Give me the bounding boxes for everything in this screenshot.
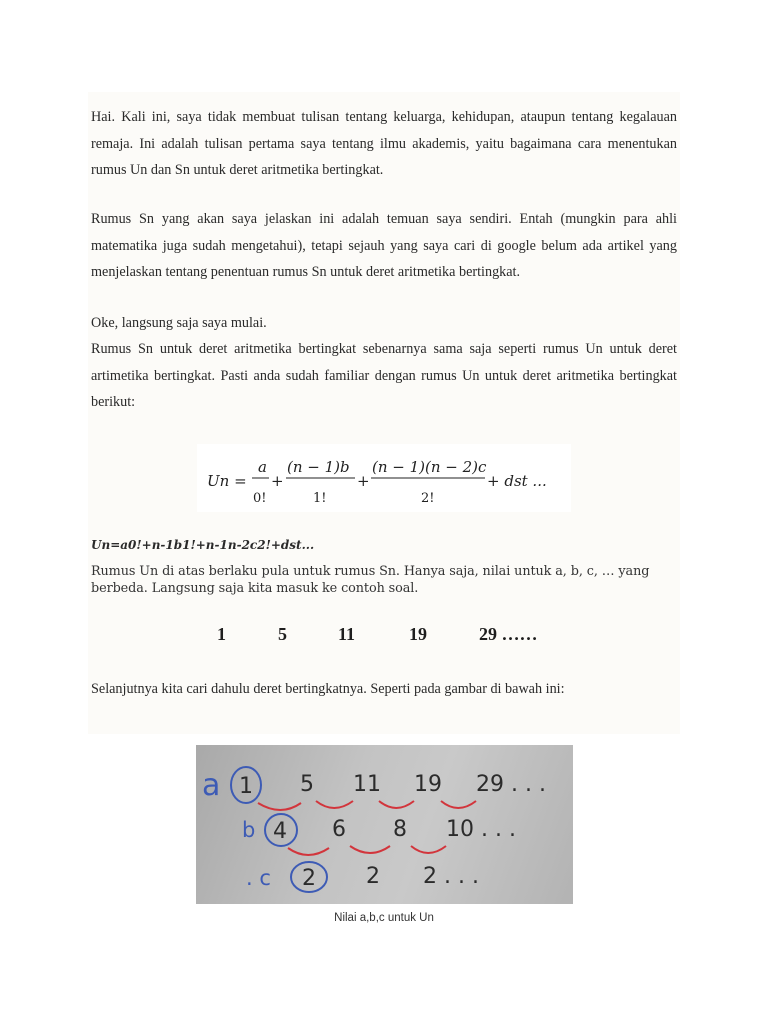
label-b: b xyxy=(242,818,256,842)
formula-alt-text: Un=a0!+n-1b1!+n-1n-2c2!+dst... xyxy=(91,538,315,552)
next-step-paragraph: Selanjutnya kita cari dahulu deret bertingkatnya. Seperti pada gambar di bawah ini: xyxy=(91,681,565,697)
sn-applies-paragraph: Rumus Un di atas berlaku pula untuk rumus Sn. Hanya saja, nilai untuk a, b, c, … yang berbeda. Langsung saja kita masuk ke contoh soal. xyxy=(91,564,650,596)
formula-t1-denominator: 0! xyxy=(253,491,267,506)
row1-term: 1 xyxy=(239,774,253,799)
row1-term: 5 xyxy=(300,772,314,797)
row2-term: 4 xyxy=(273,819,287,844)
sequence-term: 1 xyxy=(217,624,226,644)
formula-t2-denominator: 1! xyxy=(313,491,327,506)
row1-term: 11 xyxy=(353,772,381,797)
row3-term: 2 . . . xyxy=(423,864,479,889)
intro-paragraph: Hai. Kali ini, saya tidak membuat tulisan tentang keluarga, kehidupan, ataupun tentang kegalauan remaja. Ini adalah tulisan pertama saya tentang ilmu akademis, yaitu bagaimana cara menentukan rumus Un dan Sn untuk deret aritmetika bertingkat. xyxy=(91,109,677,178)
row1-term: 19 xyxy=(414,772,442,797)
row2-term: 8 xyxy=(393,817,407,842)
row1-term: 29 . . . xyxy=(476,772,546,797)
formula-t3-numerator: (n − 1)(n − 2)c xyxy=(372,458,487,476)
row3-term: 2 xyxy=(366,864,380,889)
sn-origin-paragraph: Rumus Sn yang akan saya jelaskan ini adalah temuan saya sendiri. Entah (mungkin para ahli matematika juga sudah mengetahui), tetapi sejauh yang saya cari di google belum ada artikel yang menjelaskan tentang penentuan rumus Sn untuk deret aritmetika bertingkat. xyxy=(91,211,677,280)
handwritten-difference-photo xyxy=(196,745,573,904)
row2-term: 6 xyxy=(332,817,346,842)
formula-t1-numerator: a xyxy=(258,458,267,476)
un-formula-image xyxy=(197,444,571,512)
formula-tail: + dst ... xyxy=(487,472,547,490)
sequence-term: 5 xyxy=(278,624,287,644)
sequence-term: 29 …… xyxy=(479,624,538,644)
formula-intro-paragraph: Rumus Sn untuk deret aritmetika bertingkat sebenarnya sama saja seperti rumus Un untuk deret artimetika bertingkat. Pasti anda sudah familiar dengan rumus Un untuk deret aritmetika bertingkat berikut: xyxy=(91,341,677,410)
formula-lhs: Un = xyxy=(207,472,247,490)
photo-caption: Nilai a,b,c untuk Un xyxy=(334,912,434,924)
formula-t3-denominator: 2! xyxy=(421,491,435,506)
sequence-term: 11 xyxy=(338,624,356,644)
sequence-term: 19 xyxy=(409,624,427,644)
formula-t2-numerator: (n − 1)b xyxy=(287,458,350,476)
row2-term: 10 . . . xyxy=(446,817,516,842)
formula-plus-2: + xyxy=(357,472,370,490)
formula-plus-1: + xyxy=(271,472,284,490)
sequence-row xyxy=(0,624,768,648)
start-paragraph: Oke, langsung saja saya mulai. xyxy=(91,315,267,331)
label-c: . c xyxy=(246,866,271,890)
label-a: a xyxy=(202,768,221,803)
row3-term: 2 xyxy=(302,866,316,891)
